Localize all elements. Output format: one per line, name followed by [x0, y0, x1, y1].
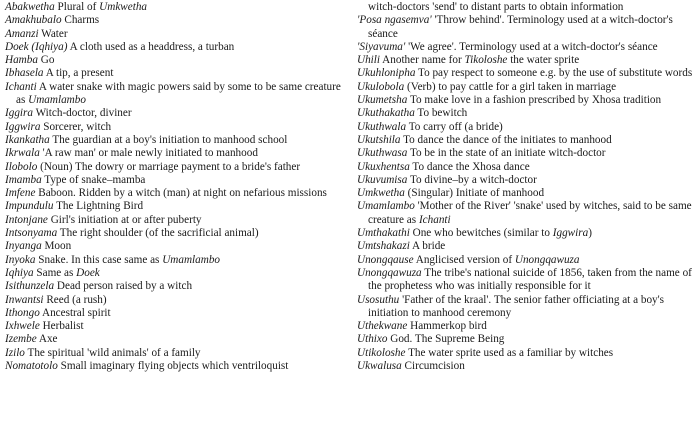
entry-term: Ikankatha: [5, 133, 50, 146]
glossary-entry: [357, 41, 695, 54]
entry-definition: 'A raw man' or male newly initiated to manhood: [39, 147, 258, 160]
entry-term: Umtshakazi: [357, 240, 410, 253]
entry-definition: The water sprite used as a familiar by witches: [405, 346, 614, 359]
glossary-entry: [5, 360, 347, 373]
glossary-entry: [5, 67, 347, 80]
entry-term: 'Siyavuma': [357, 40, 406, 53]
entry-definition: To dance the dance of the initiates to manhood: [400, 133, 612, 146]
entry-cross-reference: Unongqawuza: [514, 253, 580, 266]
entry-term: Ukuvumisa: [357, 173, 408, 186]
entry-definition: A cloth used as a headdress, a turban: [67, 40, 235, 53]
glossary-entry: [357, 174, 695, 187]
entry-term: Izilo: [5, 346, 25, 359]
entry-definition: Axe: [36, 333, 58, 346]
glossary-entry: [5, 254, 347, 267]
entry-term: Usosuthu: [357, 293, 400, 306]
glossary-entry: [357, 347, 695, 360]
entry-definition: Dead person raised by a witch: [54, 280, 193, 293]
glossary-entry: [357, 54, 695, 67]
entry-term: Abakwetha: [5, 1, 55, 13]
entry-term: Amakhubalo: [5, 14, 62, 27]
entry-term: Uthekwane: [357, 320, 408, 333]
entry-cross-reference: Umamlambo: [162, 253, 221, 266]
entry-term: Izembe: [5, 333, 37, 346]
entry-term: Ikrwala: [5, 147, 40, 160]
entry-term: Ukuthwala: [357, 120, 407, 133]
entry-definition: God. The Supreme Being: [387, 333, 505, 346]
entry-cross-reference: Umamlambo: [28, 94, 86, 107]
entry-cross-reference: Doek: [76, 266, 100, 279]
entry-definition: (Singular) Initiate of manhood: [404, 187, 545, 200]
entry-definition: 'We agree'. Terminology used at a witch-doctor's séance: [405, 40, 658, 53]
glossary-entry: [5, 14, 347, 27]
glossary-entry: [357, 294, 695, 321]
glossary-entry: [5, 280, 347, 293]
entry-cross-reference: Umkwetha: [99, 1, 148, 13]
entry-term: Isithunzela: [5, 280, 55, 293]
glossary-entry: [357, 227, 695, 240]
entry-term: Ichanti: [5, 80, 37, 93]
entry-definition: Ancestral spirit: [39, 306, 111, 319]
entry-definition: Witch-doctor, diviner: [32, 107, 132, 120]
entry-term: Ukuhlonipha: [357, 67, 416, 80]
glossary-entry: [357, 107, 695, 120]
entry-definition: To carry off (a bride): [406, 120, 503, 133]
glossary-entry: [5, 107, 347, 120]
entry-term: Iggira: [5, 107, 33, 120]
entry-term: Inwantsi: [5, 293, 44, 306]
glossary-entry: [357, 94, 695, 107]
entry-term: Inyanga: [5, 240, 42, 253]
entry-definition: The tribe's national suicide of 1856, taken from the name of the prophetess who was initially responsible for it: [368, 266, 692, 293]
entry-term: 'Posa ngasemva': [357, 14, 432, 27]
entry-term: Imfene: [5, 187, 36, 200]
glossary-entry: [5, 121, 347, 134]
entry-definition: Another name for: [380, 54, 465, 67]
entry-term: Ukwalusa: [357, 360, 402, 373]
entry-cross-reference: Iggwira: [552, 227, 589, 240]
entry-term: Amanzi: [5, 27, 39, 40]
entry-cross-reference: Ichanti: [418, 213, 451, 226]
glossary-entry: [5, 240, 347, 253]
entry-term: Impundulu: [5, 200, 54, 213]
entry-definition: To dance the Xhosa dance: [409, 160, 530, 173]
glossary-entry: [357, 200, 695, 227]
glossary-entry: [357, 81, 695, 94]
glossary-entry: [5, 1, 347, 14]
entry-definition: 'Throw behind'. Terminology used at a witch-doctor's séance: [368, 14, 673, 40]
entry-definition: To pay respect to someone e.g. by the use of substitute words: [415, 67, 693, 80]
entry-term: Iggwira: [5, 120, 41, 133]
entry-definition: A bride: [409, 240, 446, 253]
entry-definition-tail: the water sprite: [507, 54, 580, 67]
glossary-entry: [357, 333, 695, 346]
entry-definition: One who bewitches (similar to: [409, 227, 553, 240]
entry-definition: To make love in a fashion prescribed by Xhosa tradition: [407, 94, 662, 107]
entry-term: Unongqause: [357, 253, 414, 266]
glossary-entry: [357, 161, 695, 174]
entry-definition-tail: ): [588, 227, 592, 240]
glossary-entry: [5, 320, 347, 333]
entry-term: Utikoloshe: [357, 346, 406, 359]
glossary-entry: [5, 174, 347, 187]
glossary-entry: [357, 320, 695, 333]
glossary-entry: [357, 267, 695, 294]
entry-term: Umthakathi: [357, 227, 410, 240]
entry-definition: Circumcision: [401, 360, 465, 373]
glossary-entry: [5, 200, 347, 213]
entry-definition: Girl's initiation at or after puberty: [47, 213, 202, 226]
entry-definition: The spiritual 'wild animals' of a family: [24, 346, 201, 359]
glossary-entry: [5, 54, 347, 67]
entry-definition: To be in the state of an initiate witch-doctor: [407, 147, 606, 160]
entry-definition: Anglicised version of: [413, 253, 515, 266]
glossary-entry: [5, 307, 347, 320]
glossary-entry: [5, 333, 347, 346]
entry-definition: The guardian at a boy's initiation to manhood school: [49, 133, 288, 146]
glossary-entry: [5, 267, 347, 280]
glossary-entry: [357, 67, 695, 80]
entry-term: Uhili: [357, 54, 380, 67]
entry-term: Unongqawuza: [357, 266, 422, 279]
entry-term: Ilobolo: [5, 160, 38, 173]
entry-definition: A water snake with magic powers said by some to be same creature as: [16, 80, 341, 107]
glossary-entry: [357, 187, 695, 200]
glossary-entry: [357, 121, 695, 134]
glossary-entry: [5, 134, 347, 147]
glossary-entry: [357, 240, 695, 253]
glossary-entry: [357, 134, 695, 147]
entry-term: Ukutshila: [357, 133, 401, 146]
glossary-entry: [357, 14, 695, 41]
entry-definition: Charms: [61, 14, 100, 27]
glossary-entry: [5, 161, 347, 174]
entry-cross-reference: Tikoloshe: [464, 54, 508, 67]
entry-term: Ukuthakatha: [357, 107, 415, 120]
glossary-entry: [5, 347, 347, 360]
entry-definition: Sorcerer, witch: [40, 120, 112, 133]
entry-definition: To divine–by a witch-doctor: [407, 173, 537, 186]
entry-term: Ukulobola: [357, 80, 405, 93]
entry-definition: The right shoulder (of the sacrificial animal): [57, 227, 259, 240]
entry-definition: The Lightning Bird: [53, 200, 144, 213]
entry-term: Doek (Iqhiya): [5, 40, 68, 53]
entry-term: Imamba: [5, 173, 42, 186]
glossary-entry: [5, 214, 347, 227]
glossary-entry: [357, 360, 695, 373]
entry-definition: Go: [37, 54, 55, 67]
entry-term: Ixhwele: [5, 320, 40, 333]
continuation-text: witch-doctors 'send' to distant parts to obtain information: [368, 1, 624, 13]
entry-definition: A tip, a present: [43, 67, 114, 80]
entry-definition: Water: [38, 27, 68, 40]
glossary-entry: [5, 227, 347, 240]
entry-definition: Moon: [41, 240, 72, 253]
glossary-left-column: [5, 1, 347, 373]
glossary-entry: [5, 147, 347, 160]
glossary-entry: [357, 254, 695, 267]
glossary-entry: [5, 81, 347, 108]
entry-definition: Small imaginary flying objects which ventriloquist: [57, 360, 289, 373]
entry-definition: Snake. In this case same as: [35, 253, 163, 266]
entry-term: Intonjane: [5, 213, 48, 226]
entry-term: Inyoka: [5, 253, 36, 266]
entry-term: Ukuxhentsa: [357, 160, 410, 173]
entry-term: Nomatotolo: [5, 360, 58, 373]
entry-definition: To bewitch: [414, 107, 468, 120]
entry-definition: (Noun) The dowry or marriage payment to a bride's father: [37, 160, 301, 173]
entry-term: Uthixo: [357, 333, 388, 346]
entry-term: Iqhiya: [5, 266, 34, 279]
entry-definition: Plural of: [54, 1, 100, 13]
entry-definition: Herbalist: [39, 320, 84, 333]
glossary-entry: [5, 294, 347, 307]
glossary-entry: [5, 28, 347, 41]
glossary-right-column: [357, 1, 695, 373]
entry-term: Intsonyama: [5, 227, 58, 240]
entry-definition: Baboon. Ridden by a witch (man) at night on nefarious missions: [35, 187, 327, 200]
entry-term: Hamba: [5, 54, 38, 67]
entry-definition: Reed (a rush): [43, 293, 107, 306]
entry-term: Ukumetsha: [357, 94, 408, 107]
entry-definition: 'Father of the kraal'. The senior father officiating at a boy's initiation to manhood ceremony: [368, 293, 665, 319]
entry-definition: Hammerkop bird: [407, 320, 487, 333]
entry-term: Umamlambo: [357, 200, 415, 213]
entry-term: Umkwetha: [357, 187, 405, 200]
entry-definition: (Verb) to pay cattle for a girl taken in marriage: [404, 80, 617, 93]
entry-definition: 'Mother of the River' 'snake' used by witches, said to be same creature as: [368, 200, 692, 226]
entry-definition: Same as: [33, 266, 77, 279]
glossary-entry: [5, 41, 347, 54]
entry-term: Ukuthwasa: [357, 147, 408, 160]
entry-term: Ibhasela: [5, 67, 44, 80]
entry-term: Ithongo: [5, 306, 40, 319]
glossary-entry: [357, 147, 695, 160]
entry-definition: Type of snake–mamba: [41, 173, 146, 186]
glossary-entry: [5, 187, 347, 200]
